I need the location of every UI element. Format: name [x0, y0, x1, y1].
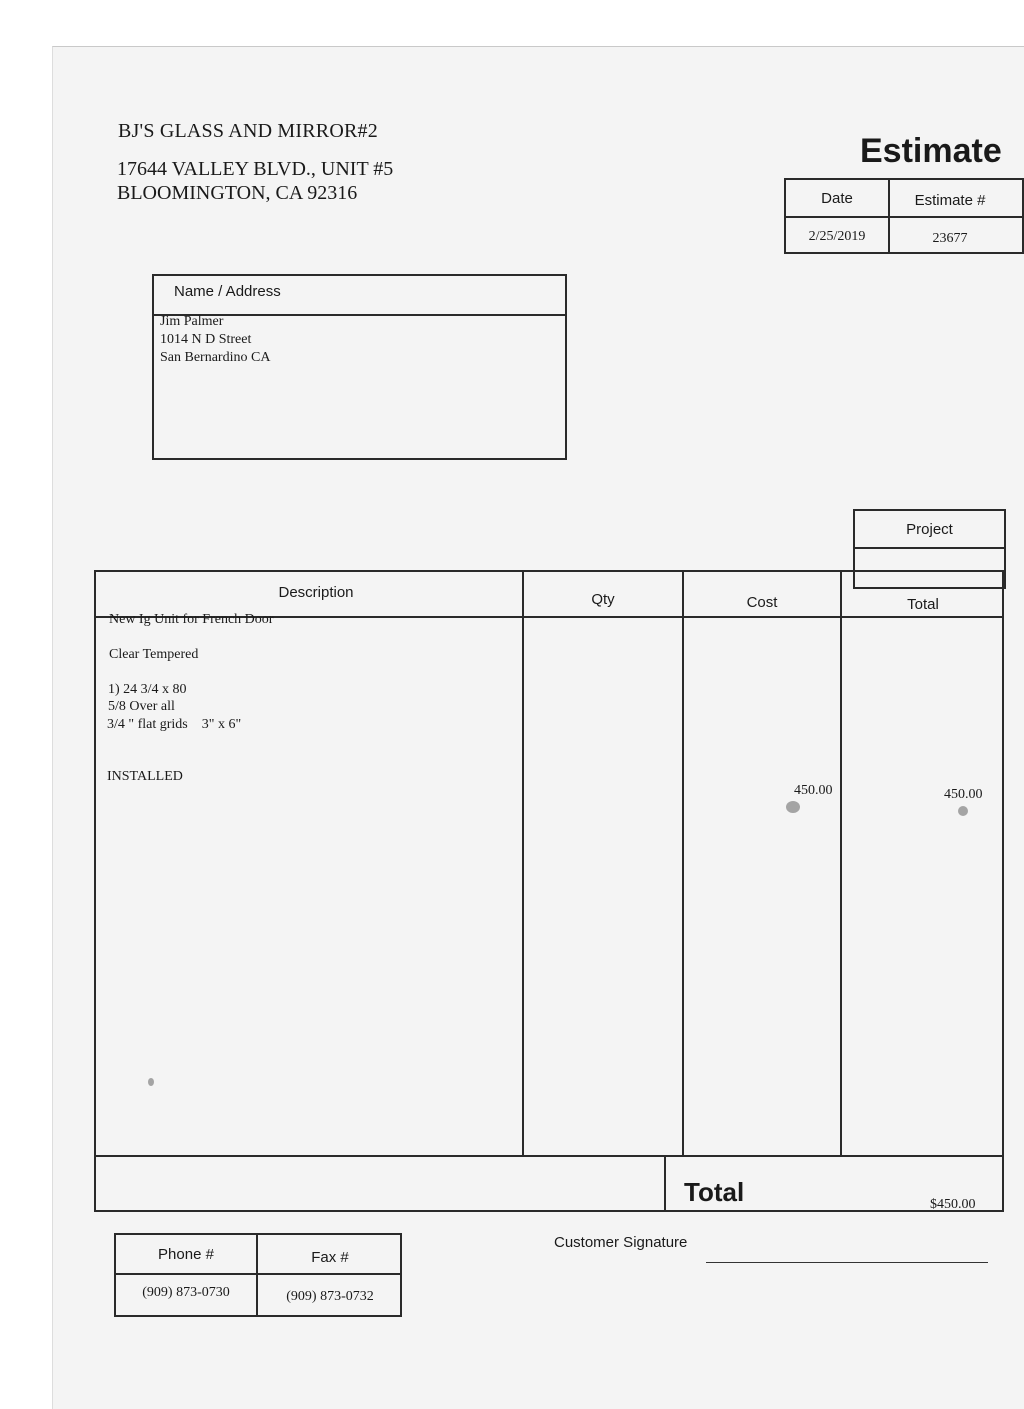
company-name: BJ'S GLASS AND MIRROR#2: [118, 120, 378, 142]
description-line-4: 5/8 Over all: [108, 699, 175, 714]
cost-value: 450.00: [794, 783, 833, 798]
grand-total-value: $450.00: [930, 1197, 976, 1212]
project-label: Project: [906, 521, 953, 538]
bill-to-city: San Bernardino CA: [160, 350, 271, 365]
description-line-3: 1) 24 3/4 x 80: [108, 682, 187, 697]
total-column-divider: [840, 572, 842, 1157]
ink-smudge: [786, 801, 800, 813]
qty-column-divider: [522, 572, 524, 1157]
bill-to-box: [152, 274, 567, 460]
description-line-6: INSTALLED: [107, 769, 183, 784]
phone-value: (909) 873-0730: [142, 1285, 230, 1300]
bill-to-name: Jim Palmer: [160, 314, 224, 329]
bill-to-label: Name / Address: [174, 283, 281, 300]
phone-label: Phone #: [158, 1246, 214, 1263]
qty-header: Qty: [591, 591, 615, 608]
document-title: Estimate: [860, 132, 1002, 170]
fax-value: (909) 873-0732: [286, 1289, 374, 1304]
ink-smudge: [148, 1078, 154, 1086]
items-footer-divider: [94, 1155, 1004, 1157]
estimate-number-value: 23677: [932, 231, 968, 246]
total-summary-divider: [664, 1157, 666, 1212]
company-address-line2: BLOOMINGTON, CA 92316: [117, 182, 358, 204]
description-header: Description: [278, 584, 354, 601]
estimate-number-label: Estimate #: [914, 192, 986, 209]
bill-to-street: 1014 N D Street: [160, 332, 252, 347]
ink-smudge: [958, 806, 968, 816]
cost-column-divider: [682, 572, 684, 1157]
fax-label: Fax #: [311, 1249, 349, 1266]
items-table: [94, 570, 1004, 1212]
description-line-2: Clear Tempered: [109, 647, 199, 662]
description-line-1: New Ig Unit for French Door: [109, 612, 274, 627]
grand-total-label: Total: [684, 1177, 745, 1207]
description-line-5: 3/4 " flat grids 3" x 6": [107, 717, 242, 732]
date-label: Date: [821, 190, 853, 207]
customer-signature-label: Customer Signature: [554, 1234, 688, 1251]
project-divider: [853, 547, 1006, 549]
total-header: Total: [907, 596, 939, 613]
date-box-divider: [784, 216, 1024, 218]
date-value: 2/25/2019: [808, 229, 866, 244]
signature-line: [706, 1262, 988, 1263]
contact-divider: [114, 1273, 402, 1275]
line-total-value: 450.00: [944, 787, 983, 802]
company-address-line1: 17644 VALLEY BLVD., UNIT #5: [117, 158, 394, 180]
cost-header: Cost: [746, 594, 778, 611]
